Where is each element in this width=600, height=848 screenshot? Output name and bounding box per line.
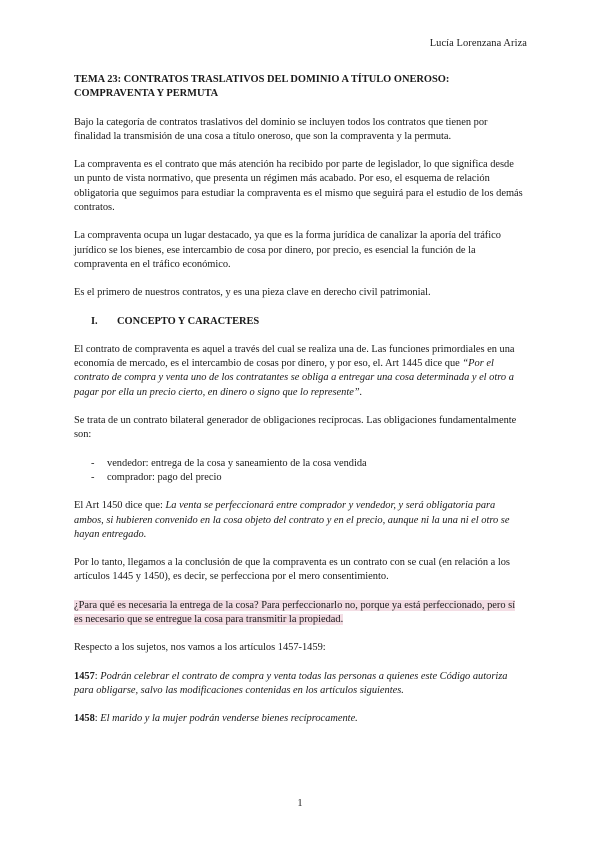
bilateral-paragraph: Se trata de un contrato bilateral generador de obligaciones recíprocas. Las obligaciones fundamentalmente son: — [74, 415, 517, 441]
concept-intro: El contrato de compraventa es aquel a través del cual se realiza una de. Las funciones primordiales en una economía de mercado, es el intercambio de cosas por dinero, y por eso, el. Art 1445 dice que — [74, 343, 515, 370]
section-title: CONCEPTO Y CARACTERES — [117, 315, 260, 327]
article-1457 — [74, 670, 524, 699]
art-1445-quote: “Por el contrato de compra y venta uno de los contratantes se obliga a entregar una cosa determinada y el otro a pagar por ella un precio cierto, en dinero o signo que lo represente”. — [74, 358, 514, 398]
intro-paragraph: Bajo la categoría de contratos traslativos del dominio se incluyen todos los contratos que tienen por finalidad la transmisión de una cosa a título oneroso, que son la compraventa y la permuta. — [74, 116, 488, 142]
highlighted-text: ¿Para qué es necesaria la entrega de la cosa? Para perfeccionarlo no, porque ya está perfeccionado, pero sí es necesario que se entregue la cosa para transmitir la propiedad. — [74, 599, 516, 626]
document-body — [74, 73, 524, 741]
article-1458 — [74, 712, 524, 726]
concept-paragraph — [74, 343, 524, 400]
art-1450-paragraph — [74, 499, 524, 542]
topic-title-line-2: COMPRAVENTA Y PERMUTA — [74, 88, 219, 100]
legislator-paragraph: La compraventa es el contrato que más atención ha recibido por parte de legislador, lo que significa desde un punto de vista normativo, que presenta un régimen más acabado. Por eso, el esquema de relación obligatoria que seguimos para estudiar la compraventa es el mismo que seguirá para el estudio de los demás contratos. — [74, 159, 523, 214]
topic-title-line-1: TEMA 23: CONTRATOS TRASLATIVOS DEL DOMINIO A TÍTULO ONEROSO: — [74, 74, 450, 85]
header-author: Lucía Lorenzana Ariza — [429, 38, 527, 49]
article-number: 1458 — [74, 713, 95, 725]
list-dash: - — [91, 457, 95, 469]
highlighted-question-paragraph — [74, 599, 524, 628]
traffic-paragraph: La compraventa ocupa un lugar destacado, ya que es la forma jurídica de canalizar la aporía del tráfico jurídico se los bienes, ese intercambio de cosa por dinero, por precio, es esencial la función de la compraventa en el tráfico económico. — [74, 230, 501, 270]
conclusion-paragraph: Por lo tanto, llegamos a la conclusión de que la compraventa es un contrato con se cual (en relación a los artículos 1445 y 1450), es decir, se perfecciona por el mero consentimiento. — [74, 557, 510, 583]
list-dash: - — [91, 471, 95, 483]
section-number: I. — [91, 315, 98, 327]
list-item-text: comprador: pago del precio — [107, 471, 222, 483]
page-number: 1 — [297, 798, 303, 809]
art-1450-intro: El Art 1450 dice que: — [74, 500, 163, 512]
list-item — [74, 471, 524, 485]
key-piece-paragraph: Es el primero de nuestros contratos, y es una pieza clave en derecho civil patrimonial. — [74, 287, 431, 299]
subjects-paragraph: Respecto a los sujetos, nos vamos a los artículos 1457-1459: — [74, 642, 326, 654]
list-item-text: vendedor: entrega de la cosa y saneamiento de la cosa vendida — [107, 457, 367, 469]
article-text: Podrán celebrar el contrato de compra y venta todas las personas a quienes este Código autoriza para obligarse, salvo las modificaciones contenidas en los artículos siguientes. — [74, 670, 508, 696]
obligations-list — [74, 457, 524, 486]
topic-title — [74, 73, 524, 102]
section-heading — [74, 315, 524, 329]
article-number: 1457 — [74, 670, 95, 682]
article-separator: : — [94, 670, 101, 682]
art-1450-quote: La venta se perfeccionará entre comprador y vendedor, y será obligatoria para ambos, si hubieren convenido en la cosa objeto del contrato y en el precio, aunque ni la una ni el otro se hayan entregado. — [74, 500, 510, 540]
article-text: El marido y la mujer podrán venderse bienes recíprocamente. — [100, 713, 358, 725]
list-item — [74, 457, 524, 471]
article-separator: : — [94, 713, 101, 725]
